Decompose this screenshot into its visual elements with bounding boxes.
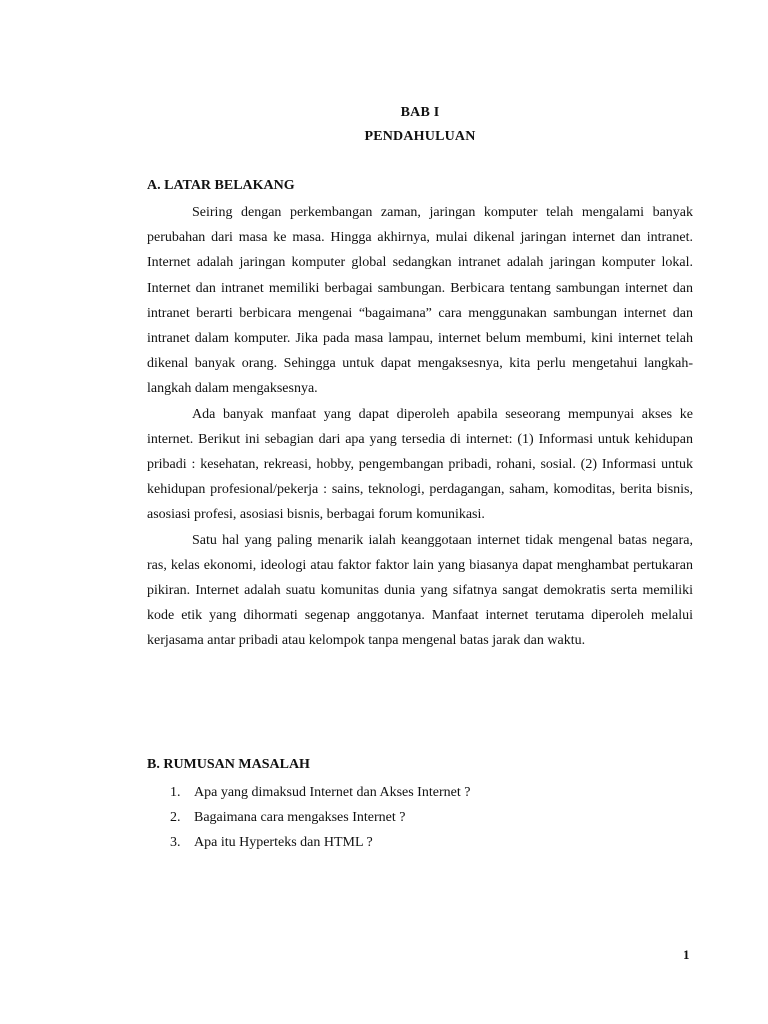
section-body-latar-belakang bbox=[147, 200, 693, 654]
list-item-text: Apa itu Hyperteks dan HTML ? bbox=[194, 835, 373, 850]
chapter-label: BAB I bbox=[400, 105, 440, 120]
list-item-number: 2. bbox=[170, 810, 181, 825]
list-item-number: 3. bbox=[170, 835, 181, 850]
list-item bbox=[170, 830, 470, 855]
page-number: 1 bbox=[683, 947, 690, 962]
list-item bbox=[170, 805, 470, 830]
list-item bbox=[170, 780, 470, 805]
list-item-number: 1. bbox=[170, 785, 181, 800]
list-item-text: Apa yang dimaksud Internet dan Akses Internet ? bbox=[194, 785, 471, 800]
chapter-title: PENDAHULUAN bbox=[364, 129, 476, 144]
problem-list bbox=[170, 780, 470, 855]
list-item-text: Bagaimana cara mengakses Internet ? bbox=[194, 810, 406, 825]
paragraph: Satu hal yang paling menarik ialah keanggotaan internet tidak mengenal batas negara, ras, kelas ekonomi, ideologi atau faktor faktor lain yang biasanya dapat menghambat pertukaran pikiran. Internet adalah suatu komunitas dunia yang sifatnya sangat demokratis serta memiliki kode etik yang dihormati segenap anggotanya. Manfaat internet terutama diperoleh melalui kerjasama antar pribadi atau kelompok tanpa mengenal batas jarak dan waktu. bbox=[147, 532, 693, 649]
section-heading-rumusan-masalah: B. RUMUSAN MASALAH bbox=[147, 757, 310, 772]
paragraph: Ada banyak manfaat yang dapat diperoleh apabila seseorang mempunyai akses ke internet. Berikut ini sebagian dari apa yang tersedia di internet: (1) Informasi untuk kehidupan pribadi : kesehatan, rekreasi, hobby, pengembangan pribadi, rohani, sosial. (2) Informasi untuk kehidupan profesional/pekerja : sains, teknologi, perdagangan, saham, komoditas, berita bisnis, asosiasi profesi, asosiasi bisnis, berbagai forum komunikasi. bbox=[147, 406, 693, 523]
section-heading-latar-belakang: A. LATAR BELAKANG bbox=[147, 178, 295, 193]
paragraph: Seiring dengan perkembangan zaman, jaringan komputer telah mengalami banyak perubahan dari masa ke masa. Hingga akhirnya, mulai dikenal jaringan internet dan intranet. Internet adalah jaringan komputer global sedangkan intranet adalah jaringan komputer lokal. Internet dan intranet memiliki berbagai sambungan. Berbicara tentang sambungan internet dan intranet berarti berbicara mengenai “bagaimana” cara menggunakan sambungan internet dan intranet dalam komputer. Jika pada masa lampau, internet belum membumi, kini internet telah dikenal banyak orang. Sehingga untuk dapat mengaksesnya, kita perlu mengetahui langkah-langkah dalam mengaksesnya. bbox=[147, 205, 693, 397]
